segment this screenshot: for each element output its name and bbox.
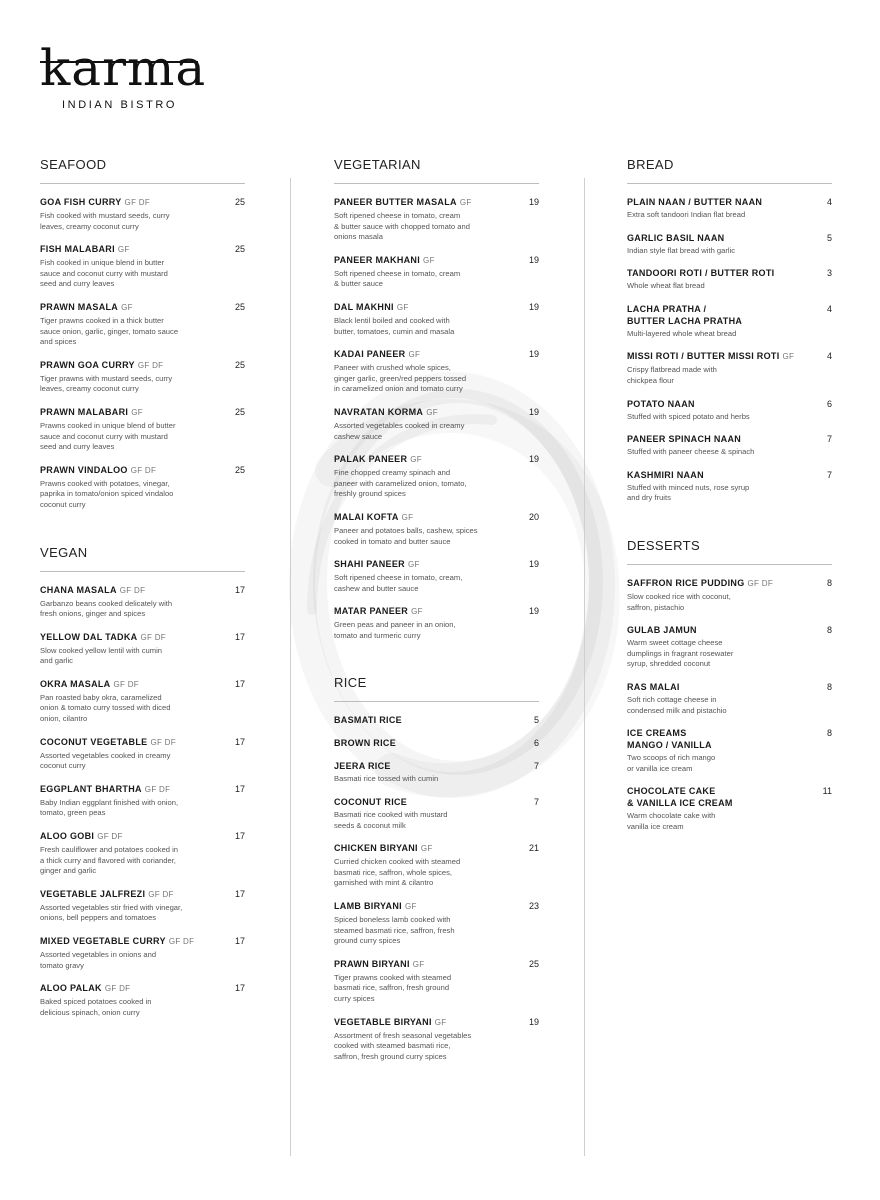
menu-item: [334, 958, 539, 1005]
menu-item: [627, 303, 832, 340]
item-name-block: [334, 301, 515, 314]
menu-section-seafood: [40, 157, 245, 511]
menu-item: [40, 783, 245, 819]
brand-name: karma: [40, 39, 207, 97]
dietary-tags: GF DF: [137, 360, 164, 370]
item-price: 8: [826, 625, 832, 636]
menu-item: [40, 678, 245, 725]
item-name: BASMATI RICE: [334, 715, 402, 726]
dietary-tags: GF: [117, 245, 130, 255]
item-price: 17: [234, 584, 245, 595]
item-name: DAL MAKHNI: [334, 301, 394, 312]
item-description: Slow cooked rice with coconut, saffron, pistachio: [627, 591, 731, 612]
item-price: 7: [533, 797, 539, 808]
item-name: POTATO NAAN: [627, 398, 695, 409]
menu-item: [40, 243, 245, 290]
item-description: Stuffed with minced nuts, rose syrup and dry fruits: [627, 482, 750, 503]
item-description: Warm sweet cottage cheese dumplings in fragrant rosewater syrup, shredded coconut: [627, 638, 734, 669]
item-price: 17: [234, 631, 245, 642]
item-price: 19: [528, 406, 539, 417]
item-description: Whole wheat flat bread: [627, 281, 705, 291]
item-description: Assortment of fresh seasonal vegetables cooked with steamed basmati rice, saffron, fresh ground curry spices: [334, 1030, 472, 1061]
item-name-block: [334, 714, 515, 726]
menu-item: [40, 935, 245, 971]
brand-subtitle: INDIAN BISTRO: [62, 99, 178, 111]
item-name: PANEER BUTTER MASALA: [334, 197, 457, 207]
dietary-tags: GF DF: [124, 198, 151, 207]
item-name-block: [334, 900, 515, 913]
item-name: NAVRATAN KORMA: [334, 406, 424, 417]
menu-column-1: [40, 157, 245, 1052]
item-name-block: [40, 935, 221, 948]
dietary-tags: GF DF: [144, 784, 171, 794]
section-title: DESSERTS: [627, 538, 832, 565]
item-name-block: [40, 736, 221, 749]
item-description: Tiger prawns cooked with steamed basmati rice, saffron, fresh ground curry spices: [334, 972, 452, 1003]
item-description: Assorted vegetables stir fried with vinegar, onions, bell peppers and tomatoes: [40, 902, 183, 923]
item-price: 19: [528, 301, 539, 312]
item-price: 7: [826, 469, 832, 480]
item-description: Basmati rice cooked with mustard seeds & coconut milk: [334, 810, 448, 830]
item-price: 7: [826, 434, 832, 445]
item-name-block: [40, 783, 221, 796]
menu-item: [334, 406, 539, 442]
item-name-block: [334, 348, 515, 361]
section-title: BREAD: [627, 157, 832, 184]
item-name: KASHMIRI NAAN: [627, 469, 704, 480]
item-name: GOA FISH CURRY: [40, 197, 122, 207]
menu-item: [40, 196, 245, 232]
item-name: FISH MALABARI: [40, 244, 115, 255]
menu-item: [334, 254, 539, 290]
item-name-block: [40, 359, 221, 372]
item-description: Tiger prawns cooked in a thick butter sauce onion, garlic, ginger, tomato sauce and spices: [40, 315, 179, 347]
dietary-tags: GF DF: [104, 984, 131, 994]
item-name: TANDOORI ROTI / BUTTER ROTI: [627, 268, 775, 279]
menu-item: [40, 464, 245, 511]
item-price: 8: [826, 728, 832, 739]
item-description: Stuffed with paneer cheese & spinach: [627, 447, 755, 457]
item-description: Baby Indian eggplant finished with onion, tomato, green peas: [40, 797, 179, 818]
item-name: COCONUT RICE: [334, 797, 408, 808]
menu-section-desserts: [627, 538, 832, 833]
item-name-block: [334, 605, 515, 618]
item-name-block: [40, 584, 221, 597]
item-name: MALAI KOFTA: [334, 511, 399, 522]
item-description: Black lentil boiled and cooked with butter, tomatoes, cumin and masala: [334, 315, 455, 336]
item-name-block: [627, 785, 808, 809]
item-description: Fresh cauliflower and potatoes cooked in a thick curry and flavored with coriander, ginger and garlic: [40, 845, 179, 876]
item-price: 17: [234, 936, 245, 946]
item-name-block: [334, 196, 515, 209]
item-description: Soft ripened cheese in tomato, cream, cashew and butter sauce: [334, 573, 463, 593]
item-name: VEGETABLE BIRYANI: [334, 1016, 432, 1027]
dietary-tags: GF DF: [150, 737, 176, 747]
item-price: 19: [528, 606, 539, 617]
menu-item: [627, 433, 832, 458]
dietary-tags: GF: [426, 407, 438, 417]
dietary-tags: GF DF: [168, 937, 195, 946]
item-name: PRAWN MALABARI: [40, 406, 129, 417]
menu-item: [334, 511, 539, 547]
item-name: LAMB BIRYANI: [334, 901, 402, 912]
item-name: PRAWN GOA CURRY: [40, 359, 135, 370]
item-description: Indian style flat bread with garlic: [627, 245, 736, 255]
item-name: LACHA PRATHA / BUTTER LACHA PRATHA: [627, 303, 743, 326]
item-description: Basmati rice tossed with cumin: [334, 774, 439, 784]
item-name-block: [334, 453, 515, 466]
item-description: Multi-layered whole wheat bread: [627, 328, 737, 338]
item-price: 25: [528, 958, 539, 969]
item-price: 19: [528, 349, 539, 360]
item-price: 6: [826, 398, 832, 409]
menu-section-rice: [334, 675, 539, 1062]
item-price: 5: [826, 232, 832, 243]
menu-item: [627, 577, 832, 613]
menu-column-2: [334, 157, 539, 1096]
item-name: ALOO GOBI: [40, 831, 95, 842]
item-name-block: [334, 737, 515, 749]
item-price: 25: [234, 301, 245, 312]
menu-item: [334, 842, 539, 889]
item-name: ICE CREAMS MANGO / VANILLA: [627, 728, 712, 751]
item-description: Spiced boneless lamb cooked with steamed basmati rice, saffron, fresh ground curry spices: [334, 915, 455, 946]
menu-item: [334, 760, 539, 785]
dietary-tags: GF: [410, 455, 422, 465]
item-name-block: [40, 678, 221, 691]
item-price: 5: [533, 715, 539, 726]
item-description: Warm chocolate cake with vanilla ice cream: [627, 811, 716, 831]
menu-section-bread: [627, 157, 832, 504]
item-name-block: [334, 406, 515, 419]
item-name: OKRA MASALA: [40, 678, 111, 689]
item-price: 19: [528, 559, 539, 570]
dietary-tags: GF DF: [140, 632, 166, 642]
dietary-tags: GF: [396, 302, 409, 312]
item-name: PRAWN BIRYANI: [334, 958, 410, 969]
menu-item: [334, 348, 539, 395]
item-name-block: [40, 631, 221, 644]
dietary-tags: GF DF: [113, 679, 139, 689]
item-name: JEERA RICE: [334, 761, 391, 772]
item-description: Stuffed with spiced potato and herbs: [627, 411, 750, 421]
item-name-block: [627, 433, 808, 445]
dietary-tags: GF DF: [119, 585, 146, 595]
item-name-block: [627, 681, 808, 693]
item-name-block: [334, 842, 515, 855]
section-title: VEGETARIAN: [334, 157, 539, 184]
menu-item: [334, 558, 539, 594]
dietary-tags: GF: [407, 560, 420, 570]
menu-item: [334, 196, 539, 243]
item-name-block: [40, 982, 221, 995]
item-price: 17: [234, 736, 245, 747]
item-name: EGGPLANT BHARTHA: [40, 783, 142, 794]
item-price: 3: [826, 268, 832, 279]
dietary-tags: GF: [408, 350, 421, 360]
item-description: Assorted vegetables cooked in creamy coconut curry: [40, 750, 171, 771]
dietary-tags: GF: [401, 512, 414, 522]
item-name: CHOCOLATE CAKE & VANILLA ICE CREAM: [627, 786, 733, 809]
item-name-block: [627, 469, 808, 481]
dietary-tags: GF: [404, 902, 417, 912]
item-description: Two scoops of rich mango or vanilla ice cream: [627, 753, 716, 773]
menu-item: [627, 398, 832, 423]
item-price: 19: [528, 1016, 539, 1027]
menu-item: [627, 469, 832, 504]
item-price: 25: [234, 464, 245, 475]
item-name-block: [627, 267, 808, 279]
item-name: SHAHI PANEER: [334, 559, 405, 570]
menu-item: [40, 359, 245, 395]
item-name-block: [334, 558, 515, 571]
item-price: 25: [234, 197, 245, 207]
menu-item: [334, 714, 539, 726]
item-name-block: [40, 888, 221, 901]
item-name: CHICKEN BIRYANI: [334, 843, 418, 854]
item-description: Soft ripened cheese in tomato, cream & butter sauce: [334, 268, 461, 289]
item-description: Crispy flatbread made with chickpea flour: [627, 365, 717, 385]
menu-item: [334, 1016, 539, 1063]
item-price: 21: [528, 843, 539, 854]
column-divider: [290, 178, 291, 1156]
item-name-block: [627, 350, 808, 363]
menu-item: [40, 631, 245, 667]
column-divider: [584, 178, 585, 1156]
item-description: Fine chopped creamy spinach and paneer with caramelized onion, tomato, freshly ground spices: [334, 468, 467, 499]
item-name: CHANA MASALA: [40, 584, 117, 595]
item-price: 6: [533, 738, 539, 749]
item-name-block: [627, 727, 808, 751]
dietary-tags: GF: [782, 352, 795, 362]
item-name-block: [334, 796, 515, 808]
item-description: Soft rich cottage cheese in condensed milk and pistachio: [627, 694, 727, 715]
item-name: PRAWN MASALA: [40, 301, 119, 312]
menu-item: [627, 267, 832, 292]
menu-item: [40, 888, 245, 924]
item-price: 17: [234, 783, 245, 794]
item-name-block: [627, 303, 808, 327]
menu-item: [334, 453, 539, 500]
menu-item: [40, 736, 245, 772]
item-price: 8: [826, 577, 832, 588]
item-price: 19: [528, 197, 539, 207]
item-name: SAFFRON RICE PUDDING: [627, 577, 745, 588]
item-name: GARLIC BASIL NAAN: [627, 232, 725, 243]
item-name: PLAIN NAAN / BUTTER NAAN: [627, 197, 763, 207]
item-name: MATAR PANEER: [334, 606, 409, 617]
item-name-block: [40, 243, 221, 256]
menu-item: [627, 350, 832, 386]
dietary-tags: GF: [420, 844, 433, 854]
item-price: 25: [234, 406, 245, 417]
item-name-block: [40, 830, 221, 843]
item-price: 25: [234, 359, 245, 370]
item-price: 4: [826, 197, 832, 207]
item-description: Prawns cooked with potatoes, vinegar, paprika in tomato/onion spiced vindaloo coconut curry: [40, 478, 174, 509]
item-description: Curried chicken cooked with steamed basmati rice, saffron, whole spices, garnished with mint & cilantro: [334, 857, 461, 888]
item-name: GULAB JAMUN: [627, 625, 697, 636]
menu-item: [627, 624, 832, 670]
menu-item: [40, 830, 245, 877]
dietary-tags: GF: [412, 959, 425, 969]
menu-section-vegetarian: [334, 157, 539, 641]
item-price: 19: [528, 454, 539, 465]
item-price: 4: [826, 303, 832, 314]
menu-column-3: [627, 157, 832, 866]
menu-item: [627, 785, 832, 832]
section-title: RICE: [334, 675, 539, 702]
item-price: 17: [234, 888, 245, 899]
item-name: VEGETABLE JALFREZI: [40, 888, 146, 899]
item-description: Assorted vegetables cooked in creamy cashew sauce: [334, 420, 465, 441]
item-description: Tiger prawns with mustard seeds, curry leaves, creamy coconut curry: [40, 373, 173, 394]
item-name: BROWN RICE: [334, 738, 396, 749]
menu-section-vegan: [40, 545, 245, 1019]
item-description: Pan roasted baby okra, caramelized onion & tomato curry tossed with diced onion, cilantro: [40, 692, 171, 724]
menu-item: [627, 232, 832, 257]
item-description: Paneer and potatoes balls, cashew, spices cooked in tomato and butter sauce: [334, 525, 478, 546]
menu-item: [334, 605, 539, 641]
item-name-block: [334, 1016, 515, 1029]
dietary-tags: GF DF: [148, 889, 174, 899]
item-name-block: [334, 511, 515, 524]
item-name: MISSI ROTI / BUTTER MISSI ROTI: [627, 351, 780, 362]
item-name-block: [627, 624, 808, 636]
item-price: 25: [234, 244, 245, 255]
menu-item: [627, 727, 832, 774]
dietary-tags: GF: [121, 302, 133, 312]
item-price: 11: [822, 786, 832, 797]
item-name: PRAWN VINDALOO: [40, 464, 128, 475]
item-name-block: [334, 254, 515, 267]
item-description: Green peas and paneer in an onion, tomato and turmeric curry: [334, 620, 456, 640]
item-name: PANEER SPINACH NAAN: [627, 434, 742, 445]
menu-item: [334, 900, 539, 947]
item-name-block: [334, 958, 515, 971]
dietary-tags: GF DF: [747, 578, 774, 588]
dietary-tags: GF: [411, 607, 423, 617]
item-description: Paneer with crushed whole spices, ginger garlic, green/red peppers tossed in caramelized onion and tomato curry: [334, 363, 467, 394]
item-price: 19: [528, 254, 539, 265]
item-price: 4: [826, 351, 832, 362]
dietary-tags: GF DF: [130, 465, 157, 475]
item-price: 17: [234, 983, 245, 994]
dietary-tags: GF: [459, 198, 472, 207]
item-name-block: [627, 577, 808, 590]
item-description: Prawns cooked in unique blend of butter sauce and coconut curry with mustard seed and curry leaves: [40, 420, 176, 452]
dietary-tags: GF: [131, 407, 143, 417]
brand-logo: [40, 38, 210, 118]
item-name: RAS MALAI: [627, 681, 680, 692]
item-name-block: [40, 464, 221, 477]
item-name-block: [627, 232, 808, 244]
item-description: Assorted vegetables in onions and tomato gravy: [40, 950, 157, 970]
menu-item: [334, 796, 539, 831]
dietary-tags: GF DF: [97, 832, 123, 842]
menu-item: [334, 301, 539, 337]
menu-item: [627, 196, 832, 221]
item-name-block: [40, 406, 221, 419]
item-price: 8: [826, 681, 832, 692]
item-description: Soft ripened cheese in tomato, cream & butter sauce with chopped tomato and onions masala: [334, 211, 470, 242]
item-name: ALOO PALAK: [40, 983, 102, 994]
item-name-block: [627, 196, 808, 208]
section-title: VEGAN: [40, 545, 245, 572]
section-title: SEAFOOD: [40, 157, 245, 184]
item-description: Fish cooked with mustard seeds, curry leaves, creamy coconut curry: [40, 211, 170, 231]
item-description: Slow cooked yellow lentil with cumin and garlic: [40, 645, 162, 666]
item-price: 17: [234, 678, 245, 689]
item-price: 20: [528, 511, 539, 522]
item-price: 17: [234, 831, 245, 842]
menu-item: [334, 737, 539, 749]
menu-item: [40, 584, 245, 620]
menu-item: [627, 681, 832, 716]
item-name: PANEER MAKHANI: [334, 254, 421, 265]
item-name-block: [40, 301, 221, 314]
menu-item: [40, 301, 245, 348]
menu-item: [40, 406, 245, 453]
item-name-block: [627, 398, 808, 410]
item-name-block: [334, 760, 515, 772]
item-name-block: [40, 196, 221, 209]
item-name: KADAI PANEER: [334, 349, 406, 360]
item-name: MIXED VEGETABLE CURRY: [40, 936, 166, 946]
item-description: Extra soft tandoori Indian flat bread: [627, 210, 746, 219]
item-description: Garbanzo beans cooked delicately with fresh onions, ginger and spices: [40, 598, 173, 619]
dietary-tags: GF: [434, 1017, 447, 1027]
item-name: COCONUT VEGETABLE: [40, 736, 148, 747]
item-name: YELLOW DAL TADKA: [40, 631, 138, 642]
item-name: PALAK PANEER: [334, 454, 408, 465]
item-price: 7: [533, 761, 539, 772]
dietary-tags: GF: [423, 255, 435, 265]
item-price: 23: [528, 901, 539, 912]
item-description: Fish cooked in unique blend in butter sauce and coconut curry with mustard seed and curry leaves: [40, 258, 168, 289]
menu-item: [40, 982, 245, 1018]
item-description: Baked spiced potatoes cooked in delicious spinach, onion curry: [40, 997, 152, 1017]
